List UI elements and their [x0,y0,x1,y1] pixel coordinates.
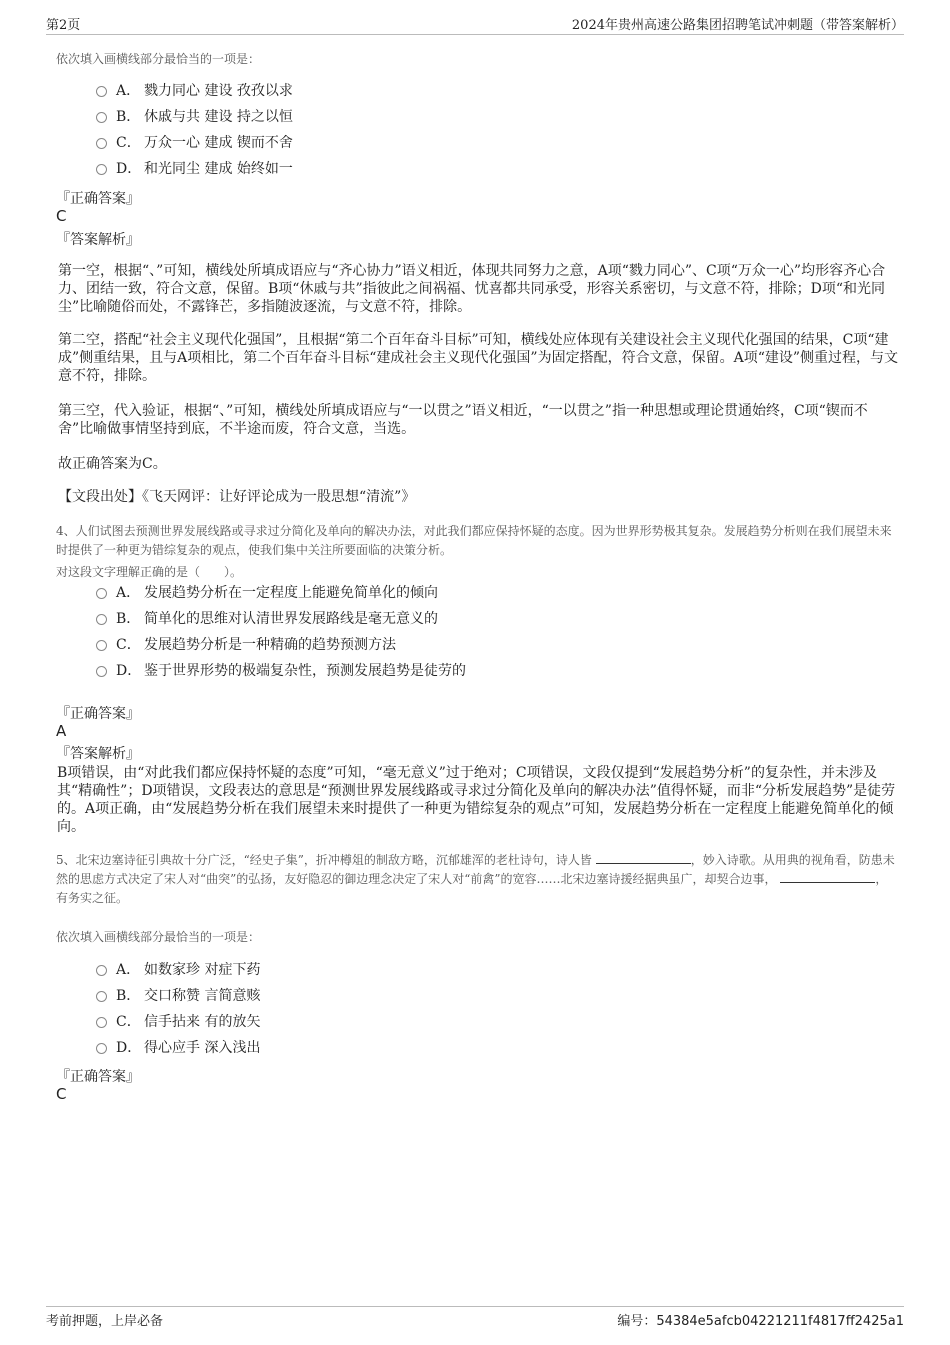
q4-question: 对这段文字理解正确的是（ ）。 [56,565,243,579]
page-footer [46,1306,904,1329]
option-letter: C． [116,1014,141,1030]
q3-analysis-p1: 第一空，根据“、”可知，横线处所填成语应与“齐心协力”语义相近，体现共同努力之意，A项“戮力同心”、C项“万众一心”均形容齐心合力、团结一致，符合文意，保留。B项“休戚与共”指彼此之间祸福、忧喜都共同承受，形容关系密切，与文意不符，排除；D项“和光同尘”比喻随俗而处，不露锋芒，多指随波逐流，与文意不符，排除。 [58,263,886,315]
q3-analysis-p2: 第二空，搭配“社会主义现代化强国”，且根据“第二个百年奋斗目标”可知，横线处应体现有关建设社会主义现代化强国的结果，C项“建成”侧重结果，且与A项相比，第二个百年奋斗目标“建成社会主义现代化强国”为固定搭配，符合文意，保留。A项“建设”侧重过程，与文意不符，排除。 [58,332,899,384]
radio-icon[interactable] [96,614,107,625]
q4-analysis: B项错误，由“对此我们都应保持怀疑的态度”可知，“毫无意义”过于绝对；C项错误，文段仅提到“发展趋势分析”的复杂性，并未涉及其“精确性”；D项错误，文段表达的意思是“预测世界发展线路或寻求过分简化及单向的解决办法”值得怀疑，而非“分析发展趋势”是徒劳的。A项正确，由“发展趋势分析在我们展望未来时提供了一种更为错综复杂的观点”可知，发展趋势分析在一定程度上能避免简单化的倾向。 [57,765,896,835]
q4-option-a[interactable] [96,580,466,606]
q3-source: 【文段出处】《飞天网评：让好评论成为一股思想“清流”》 [58,489,416,505]
option-letter: A． [116,962,141,978]
option-letter: D． [116,1040,142,1056]
q5-stem-part3: ，有务实之征。 [56,872,888,905]
option-letter: B． [116,611,141,627]
radio-icon[interactable] [96,666,107,677]
radio-icon[interactable] [96,965,107,976]
document-code: 编号：54384e5afcb04221211f4817ff2425a1 [617,1314,904,1329]
option-letter: A． [116,83,141,99]
q3-prompt: 依次填入画横线部分最恰当的一项是： [56,52,261,66]
q5-stem-part2: ，妙入诗歌。从用典的视角看，防患未然的思虑方式决定了宋人对“曲突”的弘扬，友好隐忍的御边理念决定了宋人对“前禽”的宽容……北宋边塞诗援经据典虽广，却契合边事， [56,853,895,886]
radio-icon[interactable] [96,138,107,149]
q3-analysis-p4: 故正确答案为C。 [58,456,167,472]
q5-option-d[interactable] [96,1035,260,1061]
radio-icon[interactable] [96,86,107,97]
option-text: 发展趋势分析是一种精确的趋势预测方法 [144,637,396,653]
footer-slogan: 考前押题，上岸必备 [46,1314,164,1329]
q4-stem: 4、人们试图去预测世界发展线路或寻求过分简化及单向的解决办法，对此我们都应保持怀疑的态度。因为世界形势极其复杂。发展趋势分析则在我们展望未来时提供了一种更为错综复杂的观点，使我们集中关注所要面临的决策分析。 [56,524,892,557]
q5-option-b[interactable] [96,983,260,1009]
blank-1 [596,851,691,864]
option-text: 如数家珍 对症下药 [144,962,261,978]
option-letter: C． [116,135,141,151]
q5-options [96,957,260,1061]
q3-option-c[interactable] [96,130,293,156]
option-text: 得心应手 深入浅出 [144,1040,261,1056]
option-letter: B． [116,109,141,125]
option-text: 万众一心 建成 锲而不舍 [144,135,293,151]
blank-2 [780,870,875,883]
q3-answer-label: 『正确答案』 [56,191,140,207]
option-letter: B． [116,988,141,1004]
document-title: 2024年贵州高速公路集团招聘笔试冲刺题（带答案解析） [571,18,904,33]
q3-answer: C [56,207,67,225]
q5-option-c[interactable] [96,1009,260,1035]
option-letter: C． [116,637,141,653]
option-text: 戮力同心 建设 孜孜以求 [144,83,293,99]
page-header [46,14,904,35]
option-letter: A． [116,585,141,601]
radio-icon[interactable] [96,1017,107,1028]
option-letter: D． [116,161,142,177]
q4-option-b[interactable] [96,606,466,632]
option-text: 发展趋势分析在一定程度上能避免简单化的倾向 [144,585,438,601]
q4-answer-label: 『正确答案』 [56,706,140,722]
q3-analysis-label: 『答案解析』 [56,232,140,248]
page-number: 第2页 [46,18,81,33]
q3-options [96,78,293,182]
option-text: 信手拈来 有的放矢 [144,1014,261,1030]
radio-icon[interactable] [96,164,107,175]
radio-icon[interactable] [96,1043,107,1054]
q5-answer-label: 『正确答案』 [56,1069,140,1085]
q4-options [96,580,466,684]
q5-prompt: 依次填入画横线部分最恰当的一项是： [56,930,261,944]
q3-option-a[interactable] [96,78,293,104]
option-text: 交口称赞 言简意赅 [144,988,261,1004]
q5-stem-part1: 5、北宋边塞诗征引典故十分广泛，“经史子集”，折冲樽俎的制敌方略，沉郁雄浑的老杜诗句，诗人皆 [56,853,592,867]
q4-analysis-label: 『答案解析』 [56,746,140,762]
radio-icon[interactable] [96,588,107,599]
q3-option-d[interactable] [96,156,293,182]
q3-option-b[interactable] [96,104,293,130]
q5-stem [56,851,898,908]
q4-answer: A [56,722,67,740]
option-text: 休戚与共 建设 持之以恒 [144,109,293,125]
option-letter: D． [116,663,142,679]
option-text: 鉴于世界形势的极端复杂性，预测发展趋势是徒劳的 [144,663,466,679]
option-text: 简单化的思维对认清世界发展路线是毫无意义的 [144,611,438,627]
radio-icon[interactable] [96,640,107,651]
q5-answer: C [56,1085,67,1103]
radio-icon[interactable] [96,991,107,1002]
q4-option-d[interactable] [96,658,466,684]
q4-option-c[interactable] [96,632,466,658]
radio-icon[interactable] [96,112,107,123]
q5-option-a[interactable] [96,957,260,983]
q3-analysis-p3: 第三空，代入验证，根据“、”可知，横线处所填成语应与“一以贯之”语义相近，“一以贯之”指一种思想或理论贯通始终，C项“锲而不舍”比喻做事情坚持到底，不半途而废，符合文意，当选。 [58,403,868,437]
option-text: 和光同尘 建成 始终如一 [144,161,293,177]
